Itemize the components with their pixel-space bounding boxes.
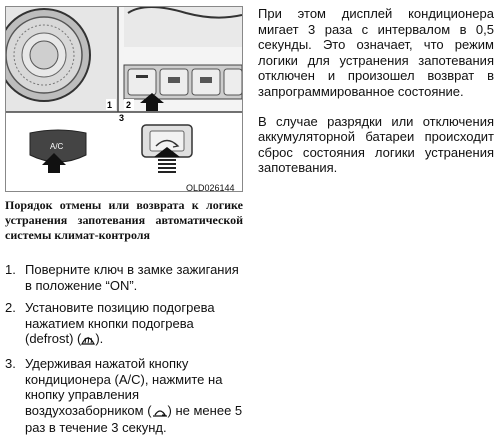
steps-list xyxy=(5,262,243,443)
figure-code: OLD026144 xyxy=(186,183,235,192)
step-number: 2. xyxy=(5,300,16,316)
paragraph-2: В случае разрядки или отключения аккумуляторной батареи происходит сброс состояния логики устранения запотевания. xyxy=(258,113,494,176)
step-number: 1. xyxy=(5,262,16,277)
step-3 xyxy=(5,356,243,436)
air-intake-button-detail xyxy=(142,125,192,173)
ac-button-detail xyxy=(30,130,86,173)
step-text: Удерживая нажатой кнопку кондиционера (A/C), нажмите на кнопку управления воздухозаборником ( ) не менее 5 раз в течение 3 секунд. xyxy=(25,355,243,436)
paragraph-1: При этом дисплей кондиционера мигает 3 раза с интервалом в 0,5 секунды. Это означает, что режим логики для устранения запотевания отключен и произошел возврат в запрограммированное состояние. xyxy=(258,6,494,99)
callout-3: 3 xyxy=(119,113,125,123)
step-2 xyxy=(5,300,243,349)
callout-1: 1 xyxy=(107,100,113,110)
step-text: Поверните ключ в замке зажигания в положение “ON”. xyxy=(25,262,239,293)
right-column xyxy=(258,6,494,190)
step-text: Установите позицию подогрева нажатием кнопки подогрева (defrost) ( ). xyxy=(25,300,243,349)
temperature-knob xyxy=(6,9,90,101)
section-heading: Порядок отмены или возврата к логике устранения запотевания автоматической системы климат-контроля xyxy=(5,198,243,242)
defrost-icon xyxy=(81,333,95,349)
svg-text:A/C: A/C xyxy=(50,142,64,151)
figure xyxy=(5,6,243,192)
step-1 xyxy=(5,262,243,293)
callout-2: 2 xyxy=(126,100,132,110)
climate-control-illustration xyxy=(6,7,242,191)
step-number: 3. xyxy=(5,355,16,371)
air-intake-icon xyxy=(152,405,168,421)
